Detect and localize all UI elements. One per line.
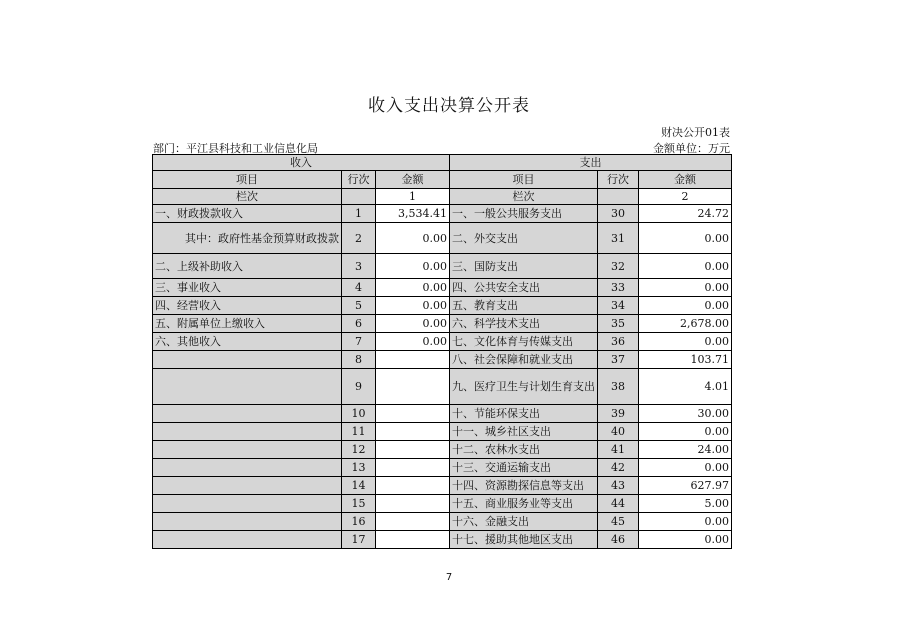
expense-row-no: 41 xyxy=(598,441,639,459)
income-item: 三、事业收入 xyxy=(153,279,342,297)
expense-item: 十一、城乡社区支出 xyxy=(450,423,598,441)
income-item xyxy=(153,459,342,477)
income-amount xyxy=(376,405,450,423)
income-row-no: 14 xyxy=(342,477,376,495)
income-row-no: 9 xyxy=(342,369,376,405)
income-row-no: 8 xyxy=(342,351,376,369)
income-item xyxy=(153,369,342,405)
expense-row-no: 32 xyxy=(598,254,639,279)
expense-item: 十二、农林水支出 xyxy=(450,441,598,459)
table-row xyxy=(153,495,732,513)
expense-item: 三、国防支出 xyxy=(450,254,598,279)
income-item: 四、经营收入 xyxy=(153,297,342,315)
income-lanci-blank xyxy=(342,189,376,205)
page-number: 7 xyxy=(445,572,453,583)
expense-col-index: 2 xyxy=(639,189,732,205)
income-amount: 0.00 xyxy=(376,297,450,315)
expense-item: 五、教育支出 xyxy=(450,297,598,315)
expense-item: 十六、金融支出 xyxy=(450,513,598,531)
department-label: 部门：平江县科技和工业信息化局 xyxy=(153,142,318,155)
expense-amount: 0.00 xyxy=(639,223,732,254)
income-amount xyxy=(376,441,450,459)
income-item xyxy=(153,477,342,495)
expense-rowno-header: 行次 xyxy=(598,171,639,189)
income-amount: 0.00 xyxy=(376,223,450,254)
income-amount: 0.00 xyxy=(376,315,450,333)
expense-row-no: 37 xyxy=(598,351,639,369)
expense-item: 十七、援助其他地区支出 xyxy=(450,531,598,549)
income-item: 一、财政拨款收入 xyxy=(153,205,342,223)
expense-header: 支出 xyxy=(450,155,732,171)
table-row xyxy=(153,315,732,333)
income-row-no: 5 xyxy=(342,297,376,315)
expense-lanci-label: 栏次 xyxy=(450,189,598,205)
expense-amount: 0.00 xyxy=(639,333,732,351)
income-row-no: 4 xyxy=(342,279,376,297)
income-amount xyxy=(376,423,450,441)
expense-amount: 4.01 xyxy=(639,369,732,405)
form-number: 财决公开01表 xyxy=(661,126,730,139)
income-item-header: 项目 xyxy=(153,171,342,189)
expense-item: 十四、资源勘探信息等支出 xyxy=(450,477,598,495)
expense-row-no: 36 xyxy=(598,333,639,351)
expense-row-no: 42 xyxy=(598,459,639,477)
expense-item: 九、医疗卫生与计划生育支出 xyxy=(450,369,598,405)
expense-item: 六、科学技术支出 xyxy=(450,315,598,333)
income-row-no: 16 xyxy=(342,513,376,531)
expense-amount: 24.72 xyxy=(639,205,732,223)
page-title: 收入支出决算公开表 xyxy=(368,96,530,116)
income-row-no: 11 xyxy=(342,423,376,441)
income-item xyxy=(153,441,342,459)
expense-item: 十五、商业服务业等支出 xyxy=(450,495,598,513)
table-row xyxy=(153,223,732,254)
income-row-no: 6 xyxy=(342,315,376,333)
expense-amount: 0.00 xyxy=(639,254,732,279)
income-amount xyxy=(376,495,450,513)
table-row xyxy=(153,333,732,351)
income-item xyxy=(153,423,342,441)
income-item: 六、其他收入 xyxy=(153,333,342,351)
expense-row-no: 45 xyxy=(598,513,639,531)
expense-row-no: 46 xyxy=(598,531,639,549)
income-item: 二、上级补助收入 xyxy=(153,254,342,279)
column-header-row xyxy=(153,171,732,189)
expense-row-no: 43 xyxy=(598,477,639,495)
expense-amount: 103.71 xyxy=(639,351,732,369)
expense-item-header: 项目 xyxy=(450,171,598,189)
income-lanci-label: 栏次 xyxy=(153,189,342,205)
expense-row-no: 34 xyxy=(598,297,639,315)
expense-row-no: 38 xyxy=(598,369,639,405)
expense-row-no: 35 xyxy=(598,315,639,333)
income-amount xyxy=(376,369,450,405)
income-rowno-header: 行次 xyxy=(342,171,376,189)
table-row xyxy=(153,513,732,531)
expense-amount: 0.00 xyxy=(639,297,732,315)
expense-amount: 30.00 xyxy=(639,405,732,423)
income-row-no: 2 xyxy=(342,223,376,254)
table-row xyxy=(153,405,732,423)
table-row xyxy=(153,205,732,223)
expense-amount: 0.00 xyxy=(639,423,732,441)
table-row xyxy=(153,441,732,459)
income-amount-header: 金额 xyxy=(376,171,450,189)
expense-item: 四、公共安全支出 xyxy=(450,279,598,297)
income-amount xyxy=(376,477,450,495)
expense-amount-header: 金额 xyxy=(639,171,732,189)
income-amount xyxy=(376,459,450,477)
income-row-no: 7 xyxy=(342,333,376,351)
income-amount: 3,534.41 xyxy=(376,205,450,223)
expense-item: 十三、交通运输支出 xyxy=(450,459,598,477)
income-amount xyxy=(376,351,450,369)
expense-row-no: 31 xyxy=(598,223,639,254)
income-item xyxy=(153,495,342,513)
table-row xyxy=(153,254,732,279)
income-row-no: 12 xyxy=(342,441,376,459)
income-header: 收入 xyxy=(153,155,450,171)
expense-item: 二、外交支出 xyxy=(450,223,598,254)
income-item xyxy=(153,513,342,531)
income-row-no: 10 xyxy=(342,405,376,423)
income-row-no: 3 xyxy=(342,254,376,279)
expense-amount: 2,678.00 xyxy=(639,315,732,333)
expense-item: 七、文化体育与传媒支出 xyxy=(450,333,598,351)
income-col-index: 1 xyxy=(376,189,450,205)
expense-row-no: 40 xyxy=(598,423,639,441)
income-amount: 0.00 xyxy=(376,333,450,351)
table-row xyxy=(153,369,732,405)
expense-item: 一、一般公共服务支出 xyxy=(450,205,598,223)
expense-lanci-blank xyxy=(598,189,639,205)
income-amount xyxy=(376,513,450,531)
income-row-no: 1 xyxy=(342,205,376,223)
table-row xyxy=(153,459,732,477)
table-row xyxy=(153,297,732,315)
lanci-row xyxy=(153,189,732,205)
expense-amount: 0.00 xyxy=(639,279,732,297)
income-item xyxy=(153,351,342,369)
income-amount: 0.00 xyxy=(376,254,450,279)
table-row xyxy=(153,423,732,441)
table-header-row xyxy=(153,155,732,171)
income-amount: 0.00 xyxy=(376,279,450,297)
amount-unit-label: 金额单位：万元 xyxy=(653,142,730,155)
table-row xyxy=(153,531,732,549)
table-row xyxy=(153,279,732,297)
income-item xyxy=(153,531,342,549)
table-row xyxy=(153,351,732,369)
expense-amount: 24.00 xyxy=(639,441,732,459)
expense-amount: 0.00 xyxy=(639,513,732,531)
income-row-no: 17 xyxy=(342,531,376,549)
expense-amount: 5.00 xyxy=(639,495,732,513)
expense-row-no: 30 xyxy=(598,205,639,223)
income-expense-table xyxy=(152,154,732,549)
expense-amount: 627.97 xyxy=(639,477,732,495)
expense-row-no: 39 xyxy=(598,405,639,423)
expense-item: 十、节能环保支出 xyxy=(450,405,598,423)
expense-amount: 0.00 xyxy=(639,531,732,549)
expense-amount: 0.00 xyxy=(639,459,732,477)
income-amount xyxy=(376,531,450,549)
income-item xyxy=(153,405,342,423)
expense-row-no: 33 xyxy=(598,279,639,297)
income-item: 其中：政府性基金预算财政拨款 xyxy=(153,223,342,254)
expense-row-no: 44 xyxy=(598,495,639,513)
income-row-no: 15 xyxy=(342,495,376,513)
expense-item: 八、社会保障和就业支出 xyxy=(450,351,598,369)
income-row-no: 13 xyxy=(342,459,376,477)
table-row xyxy=(153,477,732,495)
income-item: 五、附属单位上缴收入 xyxy=(153,315,342,333)
